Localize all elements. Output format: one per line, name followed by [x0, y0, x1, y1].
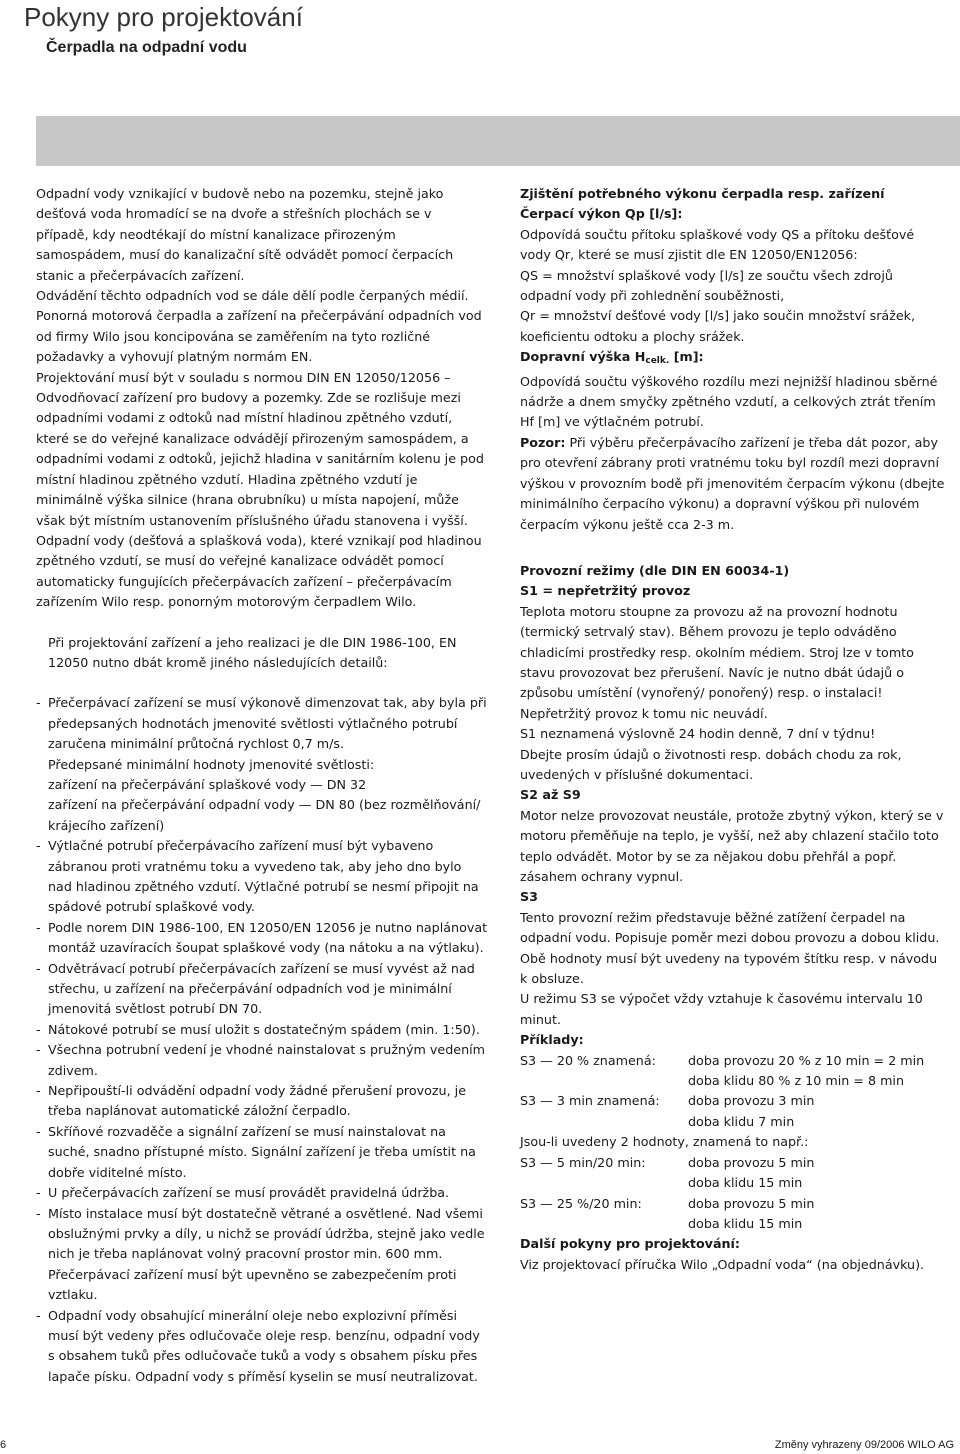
list-item	[36, 1122, 488, 1183]
section-heading: Čerpací výkon Qp [l/s]:	[520, 206, 683, 222]
example-label: S3 — 25 %/20 min:	[520, 1195, 642, 1211]
footer-note: Změny vyhrazeny 09/2006 WILO AG	[774, 1439, 954, 1451]
list-item-text: Všechna potrubní vedení je vhodné nainstalovat s pružným vedením zdivem.	[48, 1042, 486, 1078]
example-label: S3 — 3 min znamená:	[520, 1093, 660, 1109]
list-item-text: Podle norem DIN 1986-100, EN 12050/EN 12056 je nutno naplánovat montáž uzavíracích šoupat splaškové vody (na nátoku a na výtlaku).	[48, 919, 488, 956]
paragraph: QS = množství splaškové vody [l/s] ze součtu všech zdrojů odpadní vody při zohlednění souběžnosti,	[520, 267, 893, 304]
list-item	[36, 836, 488, 918]
list-item-sub: zařízení na přečerpávání odpadní vody — DN 80 (bez rozmělňování/ krájecího zařízení)	[48, 797, 481, 833]
intro-paragraph-1: Odpadní vody vznikající v budově nebo na pozemku, stejně jako dešťová voda hromadící se na dvoře a střešních plochách se v případě, kdy neodtékají do místní kanalizace přirozeným samospádem, musí do kanalizační sítě odvádět pomocí čerpacích stanic a přečerpávacích zařízení.	[36, 186, 454, 283]
list-item	[36, 1040, 488, 1081]
paragraph: Jsou-li uvedeny 2 hodnoty, znamená to např.:	[520, 1134, 809, 1150]
list-item-sub: Přečerpávací zařízení musí být upevněno se zabezpečením proti vztlaku.	[48, 1266, 457, 1303]
example-row	[520, 1173, 945, 1193]
list-item	[36, 1306, 488, 1388]
paragraph: Tento provozní režim představuje běžné zatížení čerpadel na odpadní vodu. Popisuje poměr mezi dobou provozu a dobou klidu. Obě hodnoty musí být uvedeny na typovém štítku resp. v návodu k obsluze.	[520, 909, 940, 987]
paragraph	[520, 433, 945, 535]
warning-label: Pozor:	[520, 434, 566, 450]
paragraph: U režimu S3 se výpočet vždy vztahuje k časovému intervalu 10 minut.	[520, 991, 923, 1027]
right-column	[520, 184, 945, 1275]
paragraph: Teplota motoru stoupne za provozu až na provozní hodnotu (termický setrvalý stav). Během provozu je teplo odváděno chladicími prostředky resp. okolním médiem. Stroj lze v tomto stavu provozovat bez přerušení. Navíc je nutno dbát údajů o způsobu umístění (vynořený/ ponořený) resp. o instalaci! Nepřetržitý provoz k tomu nic neuvádí.	[520, 603, 914, 721]
paragraph: Dbejte prosím údajů o životnosti resp. dobách chodu za rok, uvedených v příslušné dokumentaci.	[520, 746, 902, 782]
page-subtitle: Čerpadla na odpadní vodu	[46, 39, 247, 56]
intro-paragraph-5: Odpadní vody (dešťová a splašková voda), které vznikají pod hladinou zpětného vzdutí, se musí do veřejné kanalizace odvádět pomocí automaticky fungujících přečerpávacích zařízení – přečerpávacím zařízením Wilo resp. ponorným motorovým čerpadlem Wilo.	[36, 532, 482, 610]
section-heading: Další pokyny pro projektování:	[520, 1236, 740, 1252]
intro-paragraph-2: Odvádění těchto odpadních vod se dále dělí podle čerpaných médií.	[36, 288, 469, 304]
example-value: doba klidu 80 % z 10 min = 8 min	[688, 1073, 904, 1089]
left-column	[36, 184, 488, 1387]
section-heading: S1 = nepřetržitý provoz	[520, 583, 691, 599]
list-item-sub: Předepsané minimální hodnoty jmenovité světlosti:	[48, 756, 375, 772]
section-heading: Provozní režimy (dle DIN EN 60034-1)	[520, 562, 790, 578]
example-row	[520, 1194, 945, 1214]
list-item	[36, 1204, 488, 1306]
intro-paragraph-4: Projektování musí být v souladu s normou DIN EN 12050/12056 – Odvodňovací zařízení pro budovy a pozemky. Zde se rozlišuje mezi odpadními vodami z odtoků nad místní hladinou zpětného vzdutí, které se do veřejné kanalizace odvádějí přirozeným samospádem, a odpadními vodami z odtoků, jejichž hladina v sanitárním kolenu je pod místní hladinou zpětného vzdutí. Hladina zpětného vzdutí je minimálně výška silnice (hrana obrubníku) u místa napojení, může však být místním ustanovením příslušného úřadu stanovena i vyšší.	[36, 369, 484, 528]
list-item	[36, 959, 488, 1020]
list-item	[36, 1081, 488, 1122]
example-row	[520, 1153, 945, 1173]
example-row	[520, 1071, 945, 1091]
paragraph: S1 neznamená výslovně 24 hodin denně, 7 dní v týdnu!	[520, 726, 876, 742]
list-item-text: Přečerpávací zařízení se musí výkonově dimenzovat tak, aby byla při předepsaných hodnotách jmenovité světlosti výtlačného potrubí zaručena minimální průtočná rychlost 0,7 m/s.	[48, 695, 487, 752]
list-item-text: Skříňové rozvaděče a signální zařízení se musí nainstalovat na suché, snadno přístupné místo. Signální zařízení je třeba umístit na dobře viditelné místo.	[48, 1123, 476, 1180]
example-value: doba klidu 15 min	[688, 1215, 803, 1231]
page-number: 6	[0, 1439, 7, 1451]
heading-text: Dopravní výška H	[520, 349, 646, 365]
heading-text: [m]:	[669, 349, 704, 365]
list-item-text: Nátokové potrubí se musí uložit s dostatečným spádem (min. 1:50).	[48, 1021, 480, 1037]
example-row	[520, 1112, 945, 1132]
din-note: Při projektování zařízení a jeho realizaci je dle DIN 1986-100, EN 12050 nutno dbát kromě jiného následujících detailů:	[48, 634, 457, 670]
list-item-text: U přečerpávacích zařízení se musí provádět pravidelná údržba.	[48, 1185, 450, 1201]
example-row	[520, 1214, 945, 1234]
list-item	[36, 918, 488, 959]
paragraph: Odpovídá součtu přítoku splaškové vody QS a přítoku dešťové vody Qr, které se musí zjistit dle EN 12050/EN12056:	[520, 226, 915, 263]
paragraph: Odpovídá součtu výškového rozdílu mezi nejnižší hladinou sběrné nádrže a dnem smyčky zpětného vzdutí, a celkových ztrát třením Hf [m] ve výtlačném potrubí.	[520, 373, 938, 430]
page-title: Pokyny pro projektování	[24, 2, 303, 32]
list-item	[36, 1020, 488, 1040]
example-label: S3 — 20 % znamená:	[520, 1052, 656, 1068]
example-value: doba klidu 7 min	[688, 1113, 795, 1129]
heading-subscript: celk.	[645, 356, 670, 367]
list-item	[36, 1183, 488, 1203]
example-row	[520, 1051, 945, 1071]
example-value: doba provozu 5 min	[688, 1154, 815, 1170]
example-value: doba provozu 20 % z 10 min = 2 min	[688, 1052, 925, 1068]
example-row	[520, 1091, 945, 1111]
section-heading: S2 až S9	[520, 787, 581, 803]
warning-text: Při výběru přečerpávacího zařízení je třeba dát pozor, aby pro otevření zábrany proti vratnému toku byl rozdíl mezi dopravní výškou v provozním bodě při jmenovitém čerpacím výkonu (dbejte minimálního čerpacího výkonu) a dopravní výškou při nulovém čerpacím výkonu ještě cca 2-3 m.	[520, 434, 945, 532]
paragraph: Qr = množství dešťové vody [l/s] jako součin množství srážek, koeficientu odtoku a plochy srážek.	[520, 308, 916, 344]
list-item	[36, 693, 488, 836]
section-heading: Příklady:	[520, 1032, 584, 1048]
list-item-text: Nepřipouští-li odvádění odpadní vody žádné přerušení provozu, je třeba naplánovat automatické záložní čerpadlo.	[48, 1083, 466, 1119]
list-item-text: Místo instalace musí být dostatečně větrané a osvětlené. Nad všemi obslužnými prvky a díly, u nichž se provádí údržba, stejně jako vedle nich je třeba naplánovat volný pracovní prostor min. 600 mm.	[48, 1205, 485, 1262]
section-heading	[520, 347, 945, 371]
paragraph: Viz projektovací příručka Wilo „Odpadní voda“ (na objednávku).	[520, 1256, 925, 1272]
list-item-text: Odpadní vody obsahující minerální oleje nebo explozivní příměsi musí být vedeny přes odlučovače oleje resp. benzínu, odpadní vody s obsahem tuků přes odlučovače tuků a vody s obsahem písku přes lapače písku. Odpadní vody s příměsí kyselin se musí neutralizovat.	[48, 1307, 480, 1384]
section-heading: Zjištění potřebného výkonu čerpadla resp. zařízení	[520, 186, 885, 201]
list-item-sub: zařízení na přečerpávání splaškové vody — DN 32	[48, 776, 367, 792]
list-item-text: Odvětrávací potrubí přečerpávacích zařízení se musí vyvést až nad střechu, u zařízení na přečerpávání odpadních vod je minimální jmenovitá světlost potrubí DN 70.	[48, 960, 475, 1017]
example-label: S3 — 5 min/20 min:	[520, 1154, 646, 1170]
example-value: doba provozu 5 min	[688, 1195, 815, 1211]
example-value: doba provozu 3 min	[688, 1093, 815, 1109]
header-banner	[36, 116, 960, 166]
requirements-list	[36, 693, 488, 1387]
paragraph: Motor nelze provozovat neustále, protože zbytný výkon, který se v motoru přeměňuje na teplo, je vyšší, než aby chlazení stačilo toto teplo odvádět. Motor by se za nějakou dobu přehřál a popř. zásahem ochrany vypnul.	[520, 807, 944, 884]
example-value: doba klidu 15 min	[688, 1175, 803, 1191]
list-item-text: Výtlačné potrubí přečerpávacího zařízení musí být vybaveno zábranou proti vratnému toku a vyvedeno tak, aby jeho dno bylo nad hladinou zpětného vzdutí. Výtlačné potrubí se nesmí připojit na spádové potrubí splaškové vody.	[48, 838, 479, 915]
section-heading: S3	[520, 889, 538, 905]
intro-paragraph-3: Ponorná motorová čerpadla a zařízení na přečerpávání odpadních vod od firmy Wilo jsou koncipována se zaměřením na tyto rozličné požadavky a vyhovují platným normám EN.	[36, 308, 482, 365]
